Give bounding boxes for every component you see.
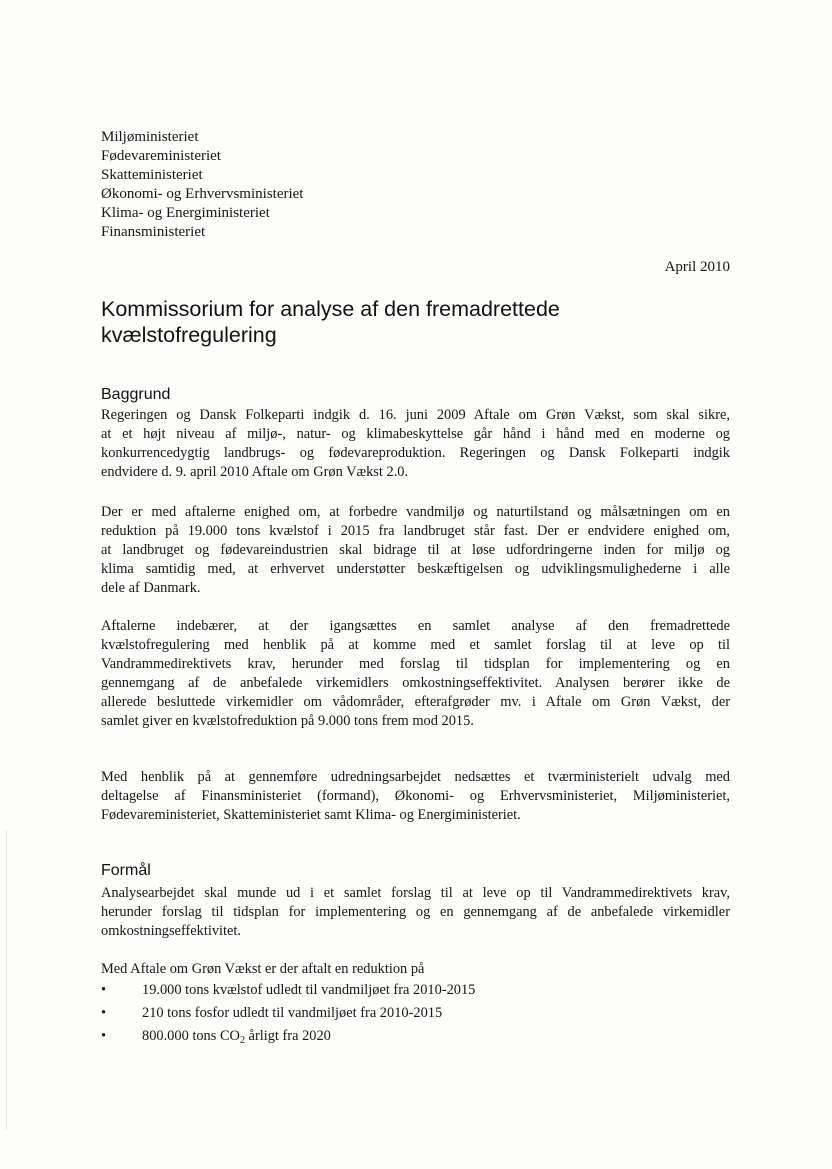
text-line: kvælstofregulering med henblik på at komme med et samlet forslag til at leve op til [101, 637, 730, 653]
bullet-icon: • [101, 1005, 107, 1021]
text-line: allerede besluttede virkemidler om vådområder, efterafgrøder mv. i Aftale om Grøn Vækst, der [101, 694, 730, 710]
list-item-text: årligt fra 2020 [244, 1028, 331, 1044]
text-line: herunder forslag til tidsplan for implementering og en gennemgang af de anbefalede virkemidler [101, 904, 730, 920]
section-heading-baggrund: Baggrund [101, 386, 171, 403]
text-line: Aftalerne indebærer, at der igangsættes en samlet analyse af den fremadrettede [101, 618, 730, 634]
text-line: deltagelse af Finansministeriet (formand), Økonomi- og Erhvervsministeriet, Miljøministeriet, [101, 788, 730, 804]
ministry-name: Klima- og Energiministeriet [101, 205, 270, 221]
text-line: Der er med aftalerne enighed om, at forbedre vandmiljø og naturtilstand og målsætningen om en [101, 504, 730, 520]
title-line: kvælstofregulering [101, 323, 277, 347]
list-intro [101, 960, 730, 979]
text-line: at et højt niveau af miljø-, natur- og klimabeskyttelse går hånd i hånd med en moderne og [101, 426, 730, 442]
reduction-list [101, 981, 475, 1050]
text-line: Med Aftale om Grøn Vækst er der aftalt en reduktion på [101, 961, 425, 977]
list-item [101, 1027, 475, 1046]
list-item [101, 981, 475, 1000]
text-line: gennemgang af de anbefalede virkemidlers omkostningseffektivitet. Analysen berører ikke de [101, 675, 730, 691]
paragraph [101, 884, 730, 941]
text-line: Vandrammedirektivets krav, herunder med forslag til tidsplan for implementering og en [101, 656, 730, 672]
ministry-name: Økonomi- og Erhvervsministeriet [101, 186, 304, 202]
text-line: endvidere d. 9. april 2010 Aftale om Grøn Vækst 2.0. [101, 464, 409, 480]
text-line: samlet giver en kvælstofreduktion på 9.000 tons frem mod 2015. [101, 713, 474, 729]
text-line: reduktion på 19.000 tons kvælstof i 2015 fra landbruget står fast. Der er endvidere enighed om, [101, 523, 730, 539]
text-line: Med henblik på at gennemføre udredningsarbejdet nedsættes et tværministerielt udvalg med [101, 769, 730, 785]
list-item-text: 210 tons fosfor udledt til vandmiljøet fra 2010-2015 [142, 1005, 443, 1021]
text-line: konkurrencedygtig landbrugs- og fødevareproduktion. Regeringen og Dansk Folkeparti indgik [101, 445, 730, 461]
text-line: dele af Danmark. [101, 580, 201, 596]
paragraph [101, 768, 730, 825]
scan-edge-line [6, 830, 7, 1130]
text-line: Analysearbejdet skal munde ud i et samlet forslag til at leve op til Vandrammedirektivets krav, [101, 885, 730, 901]
ministry-name: Fødevareministeriet [101, 148, 221, 164]
list-item-text: 19.000 tons kvælstof udledt til vandmiljøet fra 2010-2015 [142, 982, 476, 998]
text-line: at landbruget og fødevareindustrien skal bidrage til at løse udfordringerne inden for miljø og [101, 542, 730, 558]
ministries-list [101, 128, 303, 242]
ministry-name: Skatteministeriet [101, 167, 203, 183]
text-line: Regeringen og Dansk Folkeparti indgik d. 16. juni 2009 Aftale om Grøn Vækst, som skal sikre, [101, 407, 730, 423]
paragraph [101, 406, 730, 482]
bullet-icon: • [101, 982, 107, 998]
ministry-name: Miljøministeriet [101, 129, 199, 145]
list-item [101, 1004, 475, 1023]
paragraph [101, 617, 730, 731]
paragraph [101, 503, 730, 598]
text-line: omkostningseffektivitet. [101, 923, 242, 939]
ministry-name: Finansministeriet [101, 224, 206, 240]
subscript: 2 [239, 1035, 245, 1046]
text-line: Fødevareministeriet, Skatteministeriet samt Klima- og Energiministeriet. [101, 807, 521, 823]
list-item-text: 800.000 tons CO [142, 1028, 240, 1044]
text-line: klima samtidig med, at erhvervet understøtter beskæftigelsen og udviklingsmulighederne i alle [101, 561, 730, 577]
section-heading-formaal: Formål [101, 862, 151, 879]
document-title [101, 296, 741, 348]
bullet-icon: • [101, 1028, 107, 1044]
document-date: April 2010 [664, 259, 730, 275]
title-line: Kommissorium for analyse af den fremadrettede [101, 297, 560, 321]
